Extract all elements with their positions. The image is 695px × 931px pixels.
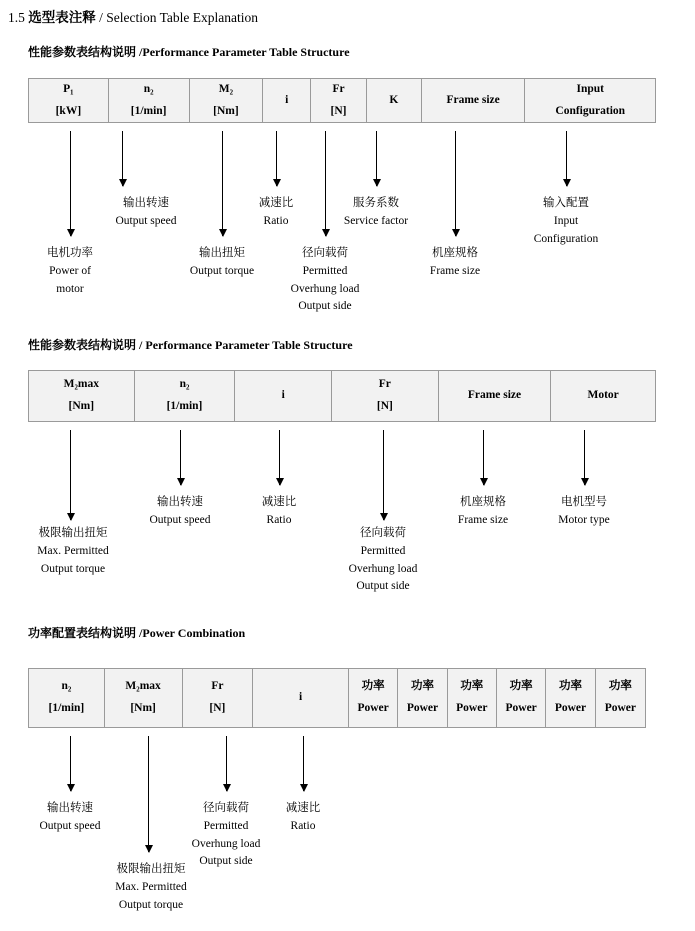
- callout-output-speed: [115, 195, 176, 231]
- table-3-col-power-5-top: 功率: [559, 680, 582, 693]
- callout-max-permitted-output-torque-en-2: Output torque: [40, 562, 106, 575]
- callout-output-speed-3-cn: 输出转速: [46, 802, 93, 814]
- arrow-down-icon: [226, 736, 227, 791]
- table-1-col-fr-top: Fr: [332, 82, 345, 95]
- table-3-col-fr-top: Fr: [211, 680, 224, 693]
- callout-overhung-load-3-en-1: Permitted: [203, 819, 249, 832]
- section-1-table: [28, 78, 656, 123]
- arrow-down-icon: [383, 430, 384, 520]
- table-1-col-n2-top: n₂: [143, 82, 154, 95]
- table-3-col-m2max-bottom: [Nm]: [130, 702, 156, 714]
- table-3-col-n2-bottom: [1/min]: [48, 702, 85, 714]
- table-2-col-i-top: i: [281, 389, 285, 402]
- callout-power-of-motor-en-1: Power of: [49, 264, 91, 277]
- arrow-down-icon: [376, 131, 377, 186]
- table-3-col-n2: [29, 669, 105, 727]
- callout-output-torque-cn: 输出扭矩: [198, 247, 245, 259]
- callout-max-permitted-output-torque-en-1: Max. Permitted: [37, 544, 109, 557]
- page-title-en: Selection Table Explanation: [106, 10, 259, 25]
- table-1-col-frame-size-top: Frame size: [446, 93, 500, 106]
- section-1-heading-sep: /: [139, 45, 143, 59]
- table-2-col-m2max-bottom: [Nm]: [68, 400, 95, 412]
- page-title-number: 1.5: [8, 10, 25, 25]
- callout-overhung-load-cn: 径向载荷: [301, 247, 348, 259]
- table-1-col-k: [367, 79, 422, 122]
- table-3-col-power-5: [546, 669, 595, 727]
- callout-max-permitted-output-torque: [115, 861, 187, 914]
- table-1-col-input-configuration-bottom: Configuration: [555, 104, 626, 117]
- table-3-col-power-1-bottom: Power: [357, 702, 389, 714]
- callout-overhung-load-3-en-3: Output side: [199, 855, 253, 868]
- arrow-down-icon: [279, 430, 280, 485]
- table-3-col-power-4-bottom: Power: [505, 702, 537, 714]
- callout-input-configuration-en-1: Input: [553, 214, 579, 227]
- table-1-col-input-configuration: [525, 79, 655, 122]
- table-1-col-input-configuration-top: Input: [576, 82, 604, 95]
- table-1-col-fr-bottom: [N]: [330, 104, 347, 117]
- callout-max-permitted-output-torque-3-cn: 极限输出扭矩: [116, 863, 186, 875]
- callout-frame-size: [430, 245, 480, 281]
- callout-ratio: [286, 800, 321, 836]
- callout-max-permitted-output-torque-3-en-2: Output torque: [118, 898, 184, 911]
- table-1-col-p1-bottom: [kW]: [55, 104, 82, 117]
- table-3-col-m2max-top: M₂max: [125, 680, 161, 693]
- callout-output-speed-en-1: Output speed: [115, 214, 177, 227]
- callout-overhung-load-2-cn: 径向载荷: [359, 527, 406, 539]
- table-2-col-frame-size: [439, 371, 552, 421]
- callout-overhung-load-2-en-1: Permitted: [360, 544, 406, 557]
- callout-output-speed-2-en-1: Output speed: [149, 513, 211, 526]
- table-1-col-m2: [190, 79, 264, 122]
- table-2-col-frame-size-top: Frame size: [467, 389, 522, 402]
- table-2-col-motor-top: Motor: [587, 389, 619, 402]
- table-3-col-power-3-bottom: Power: [456, 702, 488, 714]
- section-3-heading-cn: 功率配置表结构说明: [28, 626, 137, 640]
- callout-overhung-load-2-en-2: Overhung load: [348, 562, 418, 575]
- section-1-heading: [28, 43, 350, 60]
- callout-input-configuration-en-2: Configuration: [533, 232, 599, 245]
- arrow-down-icon: [70, 736, 71, 791]
- table-2-col-m2max: [29, 371, 135, 421]
- section-2-heading: [28, 336, 353, 353]
- table-3-col-i: [253, 669, 349, 727]
- table-3-col-m2max: [105, 669, 183, 727]
- arrow-down-icon: [455, 131, 456, 236]
- section-3-heading-sep: /: [139, 626, 143, 640]
- table-2-col-n2-top: n₂: [179, 378, 190, 391]
- arrow-down-icon: [325, 131, 326, 236]
- table-1-col-k-top: K: [389, 93, 399, 106]
- table-2-col-fr-top: Fr: [378, 378, 391, 391]
- callout-ratio-en-1: Ratio: [263, 214, 289, 227]
- page-title-cn: 选型表注释: [28, 10, 96, 25]
- table-3-col-power-3-top: 功率: [460, 680, 484, 693]
- table-1-col-i-top: i: [285, 93, 289, 106]
- callout-output-speed-2-cn: 输出转速: [156, 496, 203, 508]
- table-2-col-motor: [551, 371, 655, 421]
- callout-overhung-load: [291, 245, 360, 316]
- section-1-heading-en: Performance Parameter Table Structure: [142, 45, 350, 59]
- table-2-col-fr: [332, 371, 439, 421]
- callout-overhung-load-3-cn: 径向载荷: [202, 802, 249, 814]
- callout-overhung-load-en-1: Permitted: [302, 264, 348, 277]
- callout-output-speed-cn: 输出转速: [122, 197, 169, 209]
- callout-frame-size-cn: 机座规格: [431, 247, 478, 259]
- table-1-col-m2-bottom: [Nm]: [213, 104, 239, 117]
- table-3-col-power-1-top: 功率: [361, 680, 385, 693]
- table-1-col-frame-size: [422, 79, 526, 122]
- callout-overhung-load: [192, 800, 261, 871]
- table-3-col-power-6-bottom: Power: [604, 702, 636, 714]
- callout-max-permitted-output-torque: [37, 525, 109, 578]
- callout-max-permitted-output-torque-cn: 极限输出扭矩: [38, 527, 108, 539]
- arrow-down-icon: [222, 131, 223, 236]
- section-2-table: [28, 370, 656, 422]
- table-1-col-p1: [29, 79, 109, 122]
- callout-service-factor-cn: 服务系数: [352, 197, 399, 209]
- callout-motor-type-en-1: Motor type: [558, 513, 610, 526]
- section-2-heading-sep: /: [139, 338, 143, 352]
- arrow-down-icon: [70, 430, 71, 520]
- section-3-table: [28, 668, 646, 728]
- table-2-col-fr-bottom: [N]: [376, 400, 393, 412]
- table-2-col-n2: [135, 371, 236, 421]
- callout-output-torque-en-1: Output torque: [189, 264, 255, 277]
- table-1-col-fr: [311, 79, 367, 122]
- arrow-down-icon: [303, 736, 304, 791]
- callout-ratio-cn: 减速比: [258, 197, 294, 209]
- section-2-heading-cn: 性能参数表结构说明: [28, 338, 137, 352]
- callout-frame-size-2-cn: 机座规格: [459, 496, 506, 508]
- table-3-col-power-2-bottom: Power: [406, 702, 439, 714]
- page-title-separator: /: [99, 10, 103, 25]
- table-1-col-n2-bottom: [1/min]: [130, 104, 167, 117]
- callout-power-of-motor-en-2: motor: [56, 282, 84, 295]
- table-1-col-n2: [109, 79, 190, 122]
- section-3-heading: [28, 624, 245, 641]
- callout-overhung-load-en-2: Overhung load: [290, 282, 360, 295]
- section-3-heading-en: Power Combination: [142, 626, 246, 640]
- callout-ratio: [262, 494, 297, 530]
- callout-ratio: [259, 195, 294, 231]
- callout-overhung-load: [349, 525, 418, 596]
- table-3-col-power-5-bottom: Power: [554, 702, 587, 714]
- arrow-down-icon: [584, 430, 585, 485]
- callout-service-factor: [344, 195, 408, 231]
- callout-ratio-2-cn: 减速比: [261, 496, 297, 508]
- callout-output-speed-3-en-1: Output speed: [39, 819, 101, 832]
- table-3-col-power-6-top: 功率: [608, 680, 632, 693]
- table-1-col-m2-top: M₂: [218, 82, 234, 95]
- table-3-col-power-2: [398, 669, 447, 727]
- table-3-col-power-4: [497, 669, 546, 727]
- callout-frame-size-2-en-1: Frame size: [457, 513, 509, 526]
- callout-max-permitted-output-torque-3-en-1: Max. Permitted: [115, 880, 187, 893]
- callout-frame-size-en-1: Frame size: [429, 264, 481, 277]
- callout-motor-type: [558, 494, 609, 530]
- callout-output-torque: [190, 245, 254, 281]
- callout-input-configuration: [534, 195, 599, 248]
- table-3-col-power-3: [448, 669, 497, 727]
- arrow-down-icon: [483, 430, 484, 485]
- table-2-col-m2max-top: M₂max: [63, 378, 100, 391]
- callout-motor-type-cn: 电机型号: [561, 496, 607, 508]
- callout-overhung-load-en-3: Output side: [298, 300, 352, 313]
- callout-ratio-2-en-1: Ratio: [266, 513, 292, 526]
- table-1-col-p1-top: P₁: [63, 82, 74, 95]
- callout-ratio-3-en-1: Ratio: [290, 819, 316, 832]
- table-3-col-power-2-top: 功率: [410, 680, 434, 693]
- table-1-col-i: [263, 79, 311, 122]
- arrow-down-icon: [122, 131, 123, 186]
- callout-ratio-3-cn: 减速比: [285, 802, 321, 814]
- table-3-col-i-top: i: [299, 691, 303, 704]
- table-3-col-power-6: [596, 669, 645, 727]
- callout-service-factor-en-1: Service factor: [343, 214, 409, 227]
- table-3-col-n2-top: n₂: [61, 680, 72, 693]
- table-3-col-fr: [183, 669, 254, 727]
- section-1-heading-cn: 性能参数表结构说明: [28, 45, 137, 59]
- arrow-down-icon: [148, 736, 149, 852]
- callout-output-speed: [39, 800, 100, 836]
- arrow-down-icon: [276, 131, 277, 186]
- table-2-col-i: [235, 371, 332, 421]
- table-3-col-power-4-top: 功率: [509, 680, 533, 693]
- callout-output-speed: [149, 494, 210, 530]
- callout-overhung-load-3-en-2: Overhung load: [191, 837, 261, 850]
- arrow-down-icon: [180, 430, 181, 485]
- table-2-col-n2-bottom: [1/min]: [166, 400, 203, 412]
- callout-input-configuration-cn: 输入配置: [543, 197, 589, 209]
- table-3-col-fr-bottom: [N]: [209, 702, 226, 714]
- callout-frame-size: [458, 494, 508, 530]
- section-2-heading-en: Performance Parameter Table Structure: [145, 338, 353, 352]
- callout-power-of-motor: [47, 245, 93, 298]
- callout-overhung-load-2-en-3: Output side: [356, 580, 410, 593]
- page-title: [8, 6, 258, 26]
- table-3-col-power-1: [349, 669, 398, 727]
- arrow-down-icon: [566, 131, 567, 186]
- arrow-down-icon: [70, 131, 71, 236]
- callout-power-of-motor-cn: 电机功率: [47, 247, 93, 259]
